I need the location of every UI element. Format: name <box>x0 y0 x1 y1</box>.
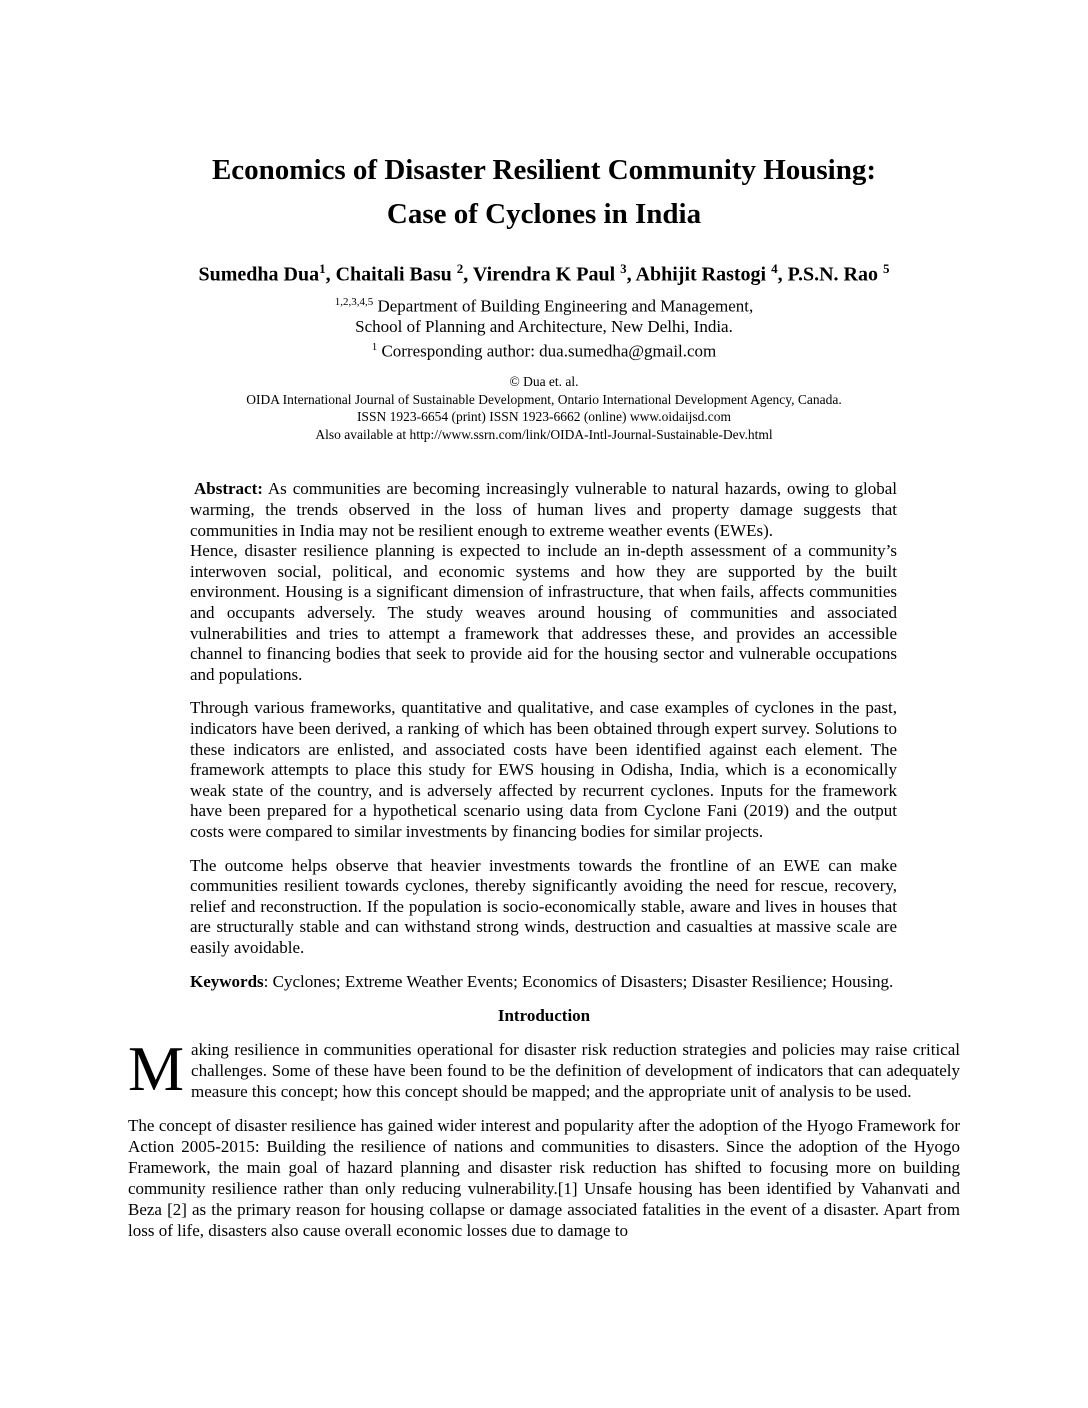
author-name: , P.S.N. Rao <box>777 263 883 286</box>
abstract-paragraph-2: Through various frameworks, quantitative and qualitative, and case examples of cyclones in the past, indicators have been derived, a ranking of which has been obtained through expert survey. Solutions to these indicators are enlisted, and associated costs have been identified against each element. The framework attempts to place this study for EWS housing in Odisha, India, which is a economically weak state of the country, and is adversely affected by recurrent cyclones. Inputs for the framework have been prepared for a hypothetical scenario using data from Cyclone Fani (2019) and the output costs were compared to similar investments by financing bodies for similar projects. <box>190 698 897 841</box>
author-name: , Abhijit Rastogi <box>626 263 772 286</box>
author-superscript: 4 <box>771 261 778 276</box>
author-name: , Virendra K Paul <box>463 263 621 286</box>
publisher-block <box>128 373 960 443</box>
affiliation-line-2: School of Planning and Architecture, New Delhi, India. <box>355 316 733 336</box>
abstract-paragraph-3: The outcome helps observe that heavier investments towards the frontline of an EWE can make communities resilient towards cyclones, thereby significantly avoiding the need for rescue, recovery, relief and reconstruction. If the population is socio-economically stable, aware and lives in houses that are structurally stable and can withstand strong winds, destruction and casualties at massive scale are easily avoidable. <box>190 855 897 957</box>
authors-line <box>128 261 960 287</box>
author-superscript: 5 <box>883 261 890 276</box>
abstract-section <box>190 479 897 992</box>
issn-line: ISSN 1923-6654 (print) ISSN 1923-6662 (online) www.oidaijsd.com <box>356 409 732 425</box>
introduction-heading: Introduction <box>497 1006 591 1026</box>
title-line-1: Economics of Disaster Resilient Community Housing: <box>211 154 877 186</box>
title-line-2: Case of Cyclones in India <box>386 198 702 230</box>
abstract-paragraph-1b: Hence, disaster resilience planning is expected to include an in-depth assessment of a community’s interwoven social, political, and economic systems and how they are supported by the built environment. Housing is a significant dimension of infrastructure, that when fails, affects communities and occupants adversely. The study weaves around housing of communities and associated vulnerabilities and tries to attempt a framework that addresses these, and provides an accessible channel to financing bodies that seek to provide aid for the housing sector and vulnerable occupations and populations. <box>190 541 897 684</box>
affiliation-line-1: $^{1,2,3,4,5}$ Department of Building Engineering and Management, <box>334 295 754 316</box>
introduction-body <box>128 1034 960 1241</box>
abstract-label: Abstract: <box>194 479 263 499</box>
keywords-line: Keywords: Cyclones; Extreme Weather Events; Economics of Disasters; Disaster Resilience; Housing. <box>190 971 894 991</box>
keywords-label: Keywords <box>190 971 264 991</box>
author-superscript: 2 <box>456 261 464 276</box>
introduction-paragraph-1: Making resilience in communities operational for disaster risk reduction strategies and policies may raise critical challenges. Some of these have been found to be the definition of development of indicators that can adequately measure this concept; how this concept should be mapped; and the appropriate unit of analysis to be used. <box>128 1034 960 1105</box>
copyright-line: © Dua et. al. <box>509 374 579 390</box>
paper-title <box>128 148 960 236</box>
corresponding-author-line: $^1$ Corresponding author: dua.sumedha@gmail.com <box>371 341 717 361</box>
author-name: , Chaitali Basu <box>325 263 457 286</box>
author-superscript: 3 <box>620 261 627 276</box>
affiliation-block <box>128 292 960 363</box>
introduction-paragraph-2: The concept of disaster resilience has gained wider interest and popularity after the adoption of the Hyogo Framework for Action 2005-2015: Building the resilience of nations and communities to disasters. Since the adoption of the Hyogo Framework, the main goal of hazard planning and disaster risk reduction has shifted to focusing more on building community resilience rather than only reducing vulnerability.[1] Unsafe housing has been identified by Vahanvati and Beza [2] as the primary reason for housing collapse or damage associated fatalities in the event of a disaster. Apart from loss of life, disasters also cause overall economic losses due to damage to <box>128 1116 960 1241</box>
availability-line: Also available at http://www.ssrn.com/link/OIDA-Intl-Journal-Sustainable-Dev.html <box>315 426 773 442</box>
drop-cap: M <box>128 1034 185 1105</box>
abstract-paragraph-1a: Abstract: As communities are becoming increasingly vulnerable to natural hazards, owing to global warming, the trends observed in the loss of human lives and property damage suggests that communities in India may not be resilient enough to extreme weather events (EWEs). <box>190 479 897 540</box>
author-superscript: 1 <box>319 261 326 276</box>
journal-line: OIDA International Journal of Sustainable Development, Ontario International Development Agency, Canada. <box>246 391 842 407</box>
affiliation-superscript: 1,2,3,4,5 <box>334 295 374 308</box>
author-name: Sumedha Dua <box>198 263 320 286</box>
paper-content <box>0 148 1088 1241</box>
corresponding-superscript: 1 <box>371 341 378 354</box>
